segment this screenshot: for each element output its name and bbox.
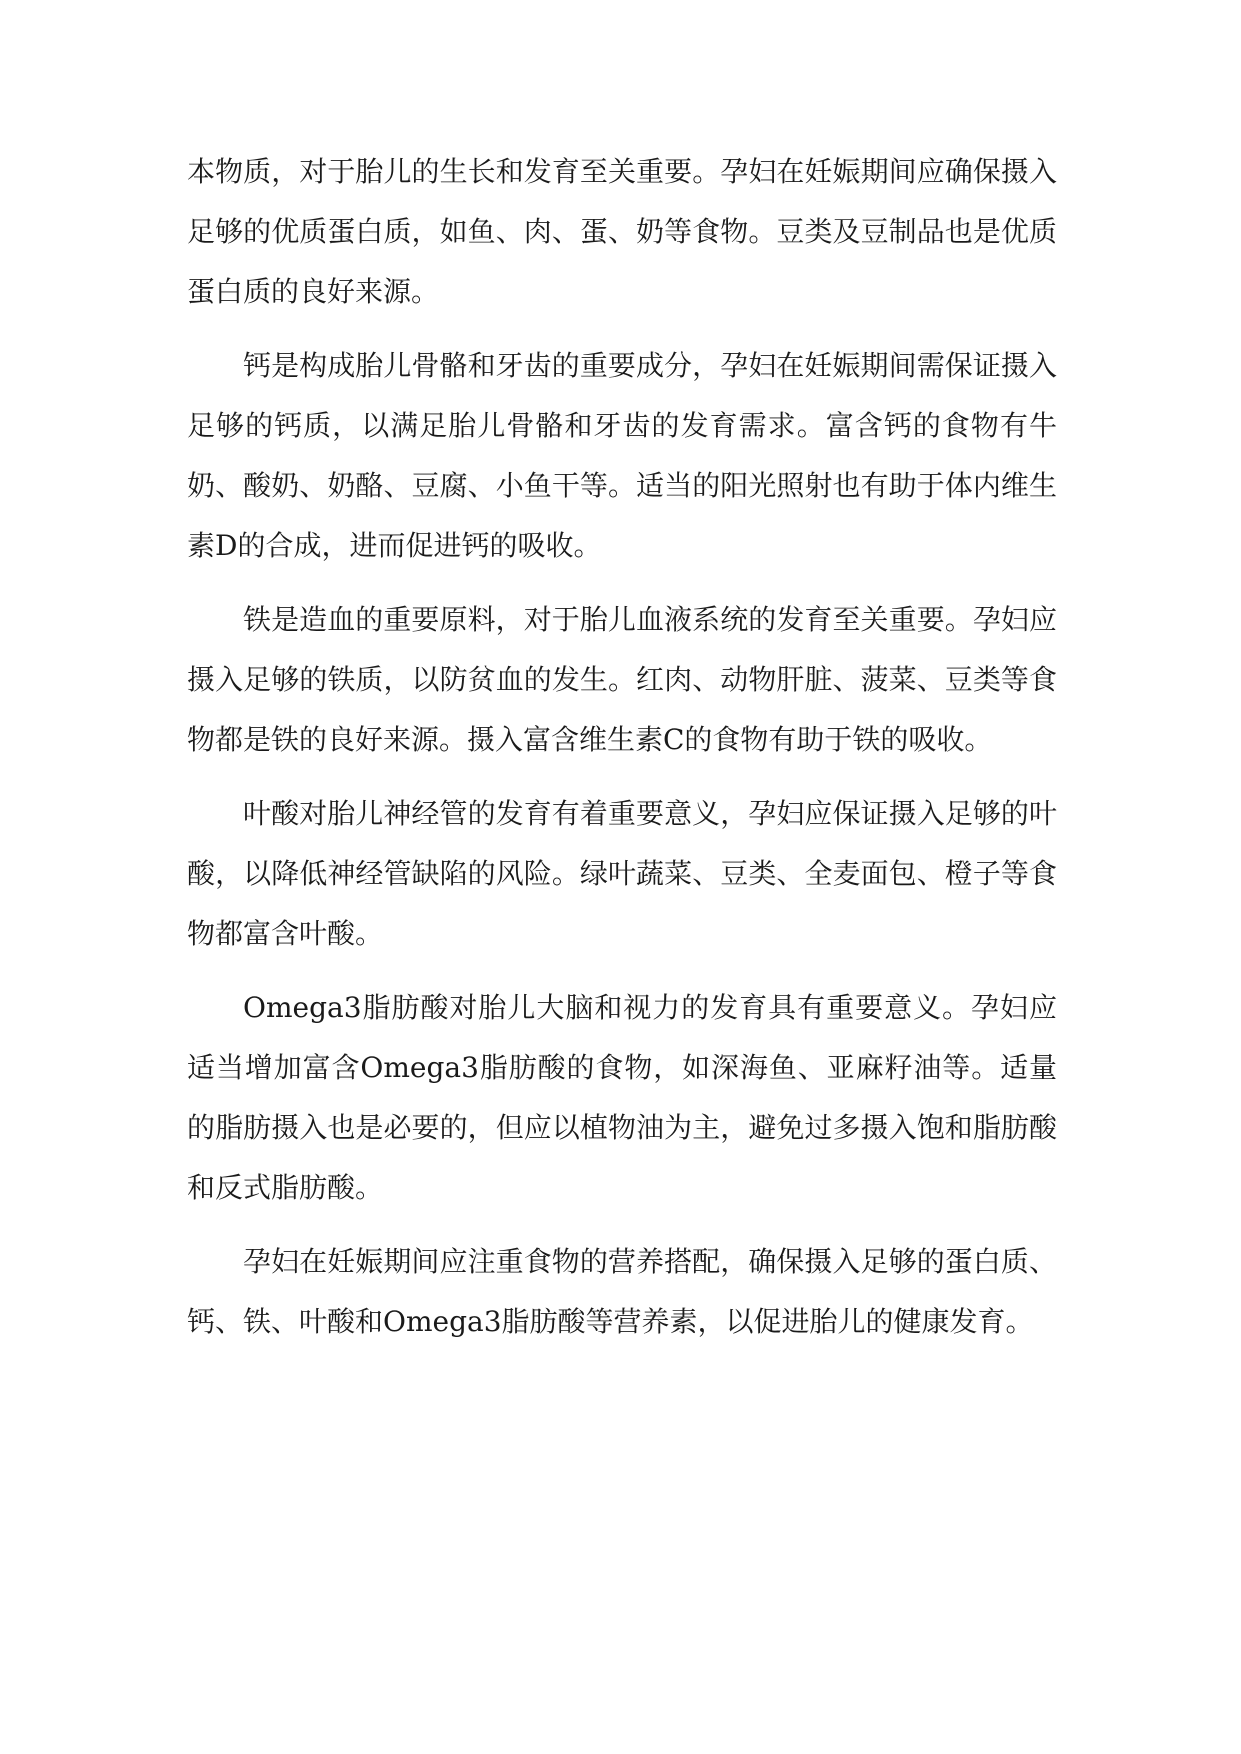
body-text: [187, 142, 1057, 1366]
paragraph-omega3: Omega3脂肪酸对胎儿大脑和视力的发育具有重要意义。孕妇应适当增加富含Omega3脂肪酸的食物，如深海鱼、亚麻籽油等。适量的脂肪摄入也是必要的，但应以植物油为主，避免过多摄入饱和脂肪酸和反式脂肪酸。: [187, 991, 1057, 1204]
paragraph-summary: 孕妇在妊娠期间应注重食物的营养搭配，确保摄入足够的蛋白质、钙、铁、叶酸和Omega3脂肪酸等营养素，以促进胎儿的健康发育。: [187, 1245, 1057, 1338]
paragraph-folic-acid: 叶酸对胎儿神经管的发育有着重要意义，孕妇应保证摄入足够的叶酸，以降低神经管缺陷的风险。绿叶蔬菜、豆类、全麦面包、橙子等食物都富含叶酸。: [187, 797, 1057, 950]
paragraph-protein-continued: 本物质，对于胎儿的生长和发育至关重要。孕妇在妊娠期间应确保摄入足够的优质蛋白质，如鱼、肉、蛋、奶等食物。豆类及豆制品也是优质蛋白质的良好来源。: [187, 155, 1057, 308]
paragraph-iron: 铁是造血的重要原料，对于胎儿血液系统的发育至关重要。孕妇应摄入足够的铁质，以防贫血的发生。红肉、动物肝脏、菠菜、豆类等食物都是铁的良好来源。摄入富含维生素C的食物有助于铁的吸收。: [187, 603, 1057, 756]
paragraph-calcium: 钙是构成胎儿骨骼和牙齿的重要成分，孕妇在妊娠期间需保证摄入足够的钙质，以满足胎儿骨骼和牙齿的发育需求。富含钙的食物有牛奶、酸奶、奶酪、豆腐、小鱼干等。适当的阳光照射也有助于体内维生素D的合成，进而促进钙的吸收。: [187, 349, 1057, 562]
